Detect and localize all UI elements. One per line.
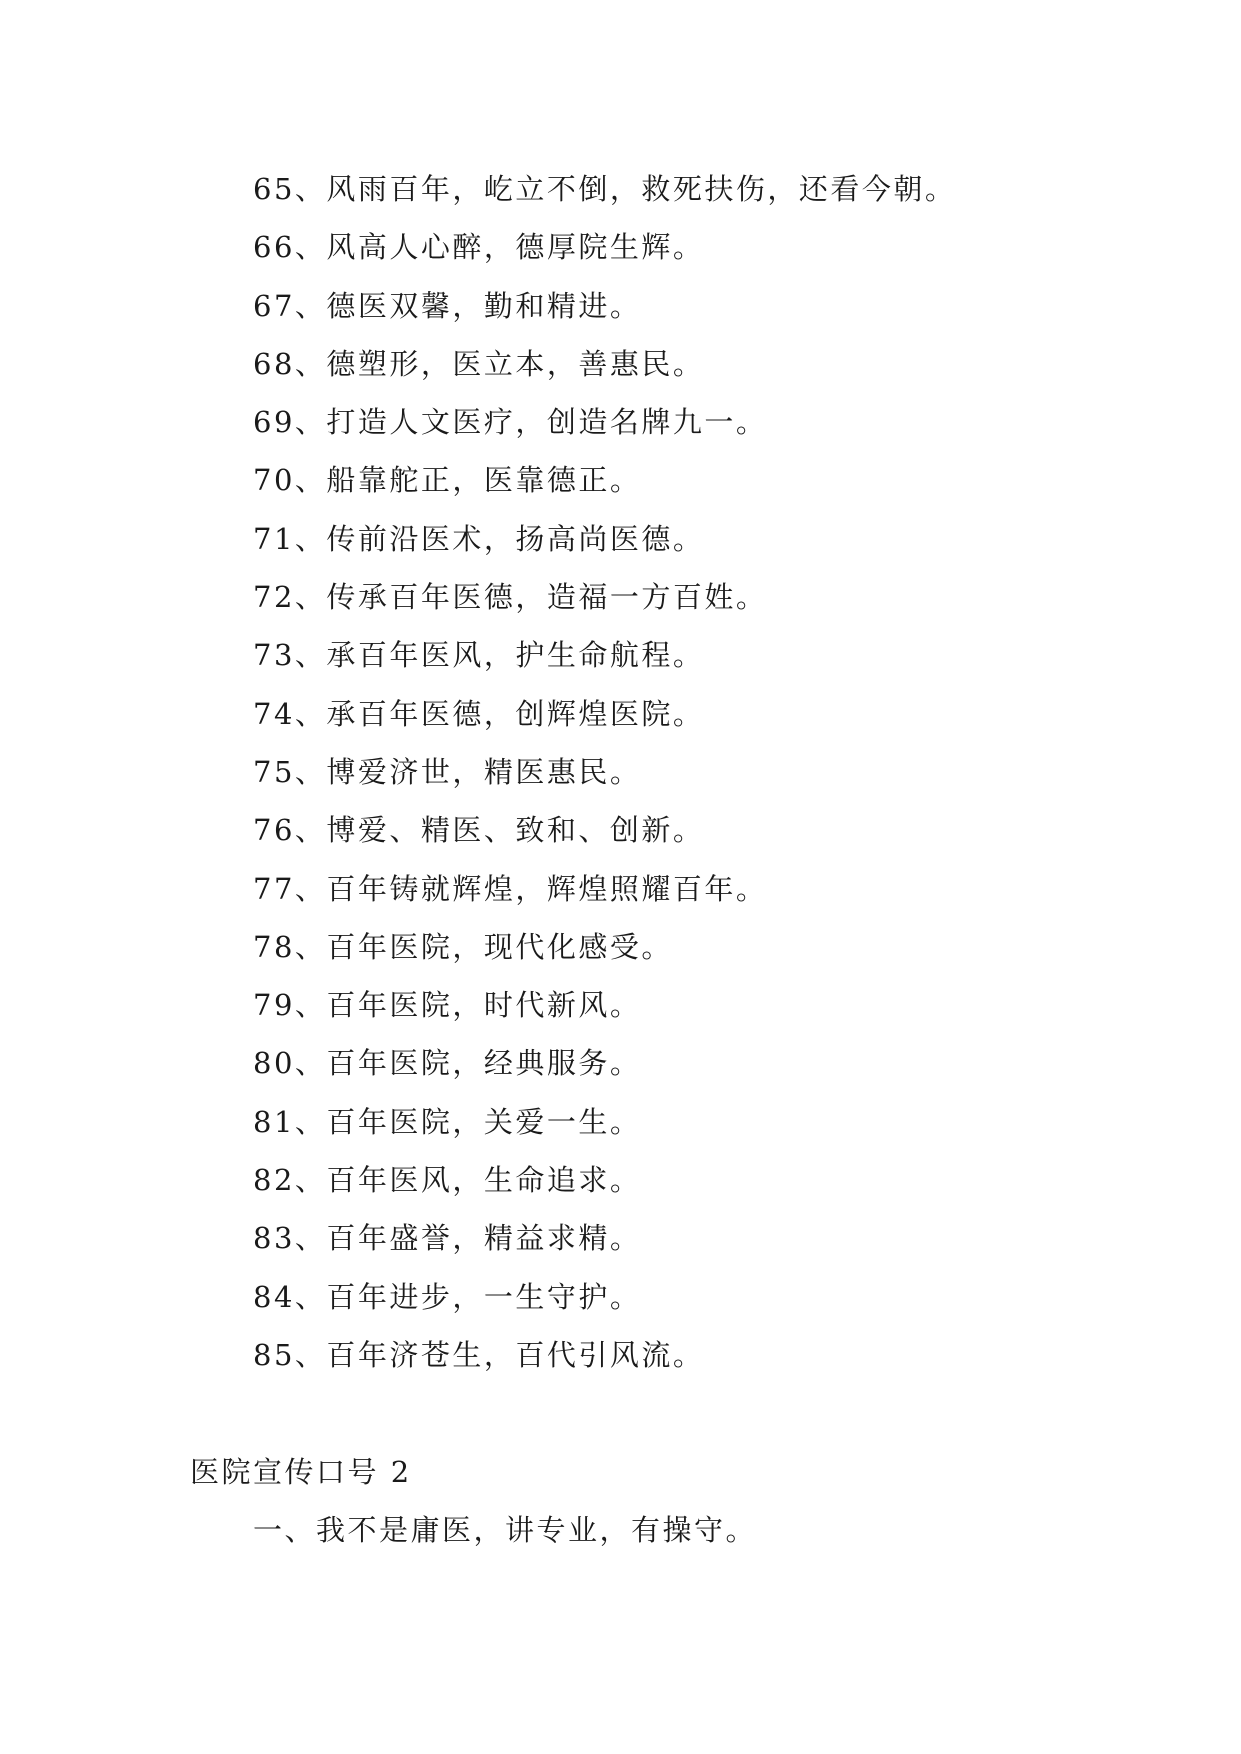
list-item: 65、风雨百年，屹立不倒，救死扶伤，还看今朝。	[253, 172, 957, 206]
section-title: 医院宣传口号 2	[190, 1455, 412, 1489]
list-item: 一、我不是庸医，讲专业，有操守。	[253, 1513, 758, 1547]
list-item: 76、博爱、精医、致和、创新。	[253, 813, 705, 848]
list-item: 79、百年医院，时代新风。	[253, 988, 642, 1023]
list-item: 75、博爱济世，精医惠民。	[253, 754, 642, 789]
list-item: 80、百年医院，经典服务。	[253, 1046, 642, 1081]
list-item: 82、百年医风，生命追求。	[253, 1163, 642, 1198]
list-item: 77、百年铸就辉煌，辉煌照耀百年。	[253, 871, 768, 906]
list-item: 74、承百年医德，创辉煌医院。	[253, 696, 705, 731]
list-item: 81、百年医院，关爱一生。	[253, 1104, 642, 1139]
list-item: 70、船靠舵正，医靠德正。	[253, 463, 642, 498]
list-item: 83、百年盛誉，精益求精。	[253, 1221, 642, 1256]
section-slogan-list	[253, 1501, 757, 1559]
list-item: 72、传承百年医德，造福一方百姓。	[253, 580, 768, 615]
list-item: 71、传前沿医术，扬高尚医德。	[253, 521, 705, 556]
slogan-list	[253, 160, 956, 1384]
list-item: 85、百年济苍生，百代引风流。	[253, 1337, 705, 1372]
list-item: 84、百年进步，一生守护。	[253, 1279, 642, 1314]
list-item: 69、打造人文医疗，创造名牌九一。	[253, 405, 768, 440]
list-item: 68、德塑形，医立本，善惠民。	[253, 346, 705, 381]
list-item: 78、百年医院，现代化感受。	[253, 929, 673, 964]
list-item: 73、承百年医风，护生命航程。	[253, 638, 705, 673]
list-item: 66、风高人心醉，德厚院生辉。	[253, 230, 705, 265]
list-item: 67、德医双馨，勤和精进。	[253, 288, 642, 323]
